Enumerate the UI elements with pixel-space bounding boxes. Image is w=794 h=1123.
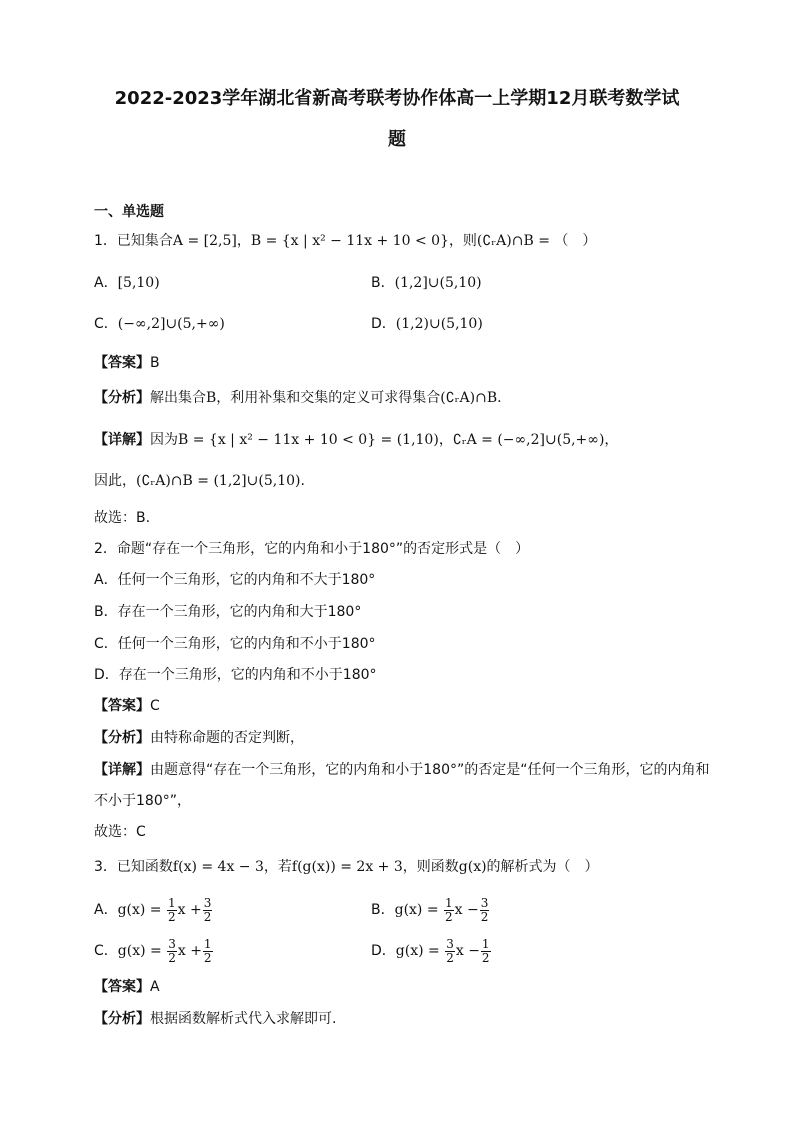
q1-analysis [94,388,502,408]
denominator: 2 [168,909,176,924]
option-letter: A． [94,572,118,588]
denominator: 2 [168,950,176,965]
option-letter: B． [371,902,395,918]
q3-option-a [94,896,213,924]
q2-detail-continued: 不小于180°”， [94,793,191,809]
detail-tag: 【详解】 [94,762,150,778]
q2-answer [94,696,160,716]
fraction [444,897,454,924]
q2-analysis [94,728,304,748]
option-mid: x − [454,902,479,918]
option-letter: B． [94,604,118,620]
detail-text: ， [604,432,619,448]
stem-math: f(g(x)) = 2x + 3 [291,859,403,875]
numerator: 1 [168,895,176,910]
analysis-text: ，利用补集和交集的定义可求得集合 [216,390,441,406]
detail-math: ∁ᵣA = (−∞,2]∪(5,+∞) [452,432,605,448]
fraction [203,897,213,924]
q1-choose: 故选：B. [94,510,151,526]
document-title-line2: 题 [388,129,406,150]
fraction [480,897,490,924]
answer-value: A [150,979,160,995]
document-title-line1: 2022-2023学年湖北省新高考联考协作体高一上学期12月联考数学试 [114,88,680,109]
q2-option-a [94,570,375,590]
q1-prefix: 1．已知集合 [94,233,173,249]
numerator: 3 [168,936,176,951]
q1-stem-tail: ，则(∁ᵣA)∩B = （ ） [448,233,597,249]
option-lhs: g(x) = [395,943,440,959]
option-letter: D． [371,943,396,959]
option-lhs: g(x) = [394,902,439,918]
analysis-tag: 【分析】 [94,1011,150,1027]
denominator: 2 [203,950,212,965]
fraction [167,938,177,965]
q2-option-c [94,634,376,654]
option-text: (−∞,2]∪(5,+∞) [117,316,225,332]
detail-text: 因为 [150,432,178,448]
option-letter: C． [94,636,118,652]
stem-math: f(x) = 4x − 3 [172,859,264,875]
option-letter: B． [371,275,395,291]
detail-text: 由题意得“存在一个三角形，它的内角和小于180°”的否定是“任何一个三角形，它的内角和 [150,762,710,778]
option-lhs: g(x) = [117,943,162,959]
denominator: 2 [446,950,454,965]
denominator: 2 [203,909,212,924]
option-text: (1,2]∪(5,10) [394,275,482,291]
q1-sep: ， [236,233,251,249]
q2-stem: 2．命题“存在一个三角形，它的内角和小于180°”的否定形式是（ ） [94,541,530,557]
option-mid: x + [177,943,202,959]
section-heading: 一、单选题 [94,204,164,220]
q2-option-d [94,665,377,685]
answer-tag: 【答案】 [94,979,150,995]
conclusion-text: 因此， [94,473,136,489]
option-mid: x − [455,943,480,959]
option-mid: x + [177,902,202,918]
numerator: 1 [203,936,212,951]
detail-text: ， [438,432,453,448]
q1-option-b [371,273,482,293]
analysis-tag: 【分析】 [94,730,150,746]
option-letter: D． [371,316,396,332]
option-letter: C． [94,316,118,332]
conclusion-math: (∁ᵣA)∩B = (1,2]∪(5,10). [136,473,305,489]
q3-option-b [371,896,490,924]
option-letter: A． [94,275,118,291]
q1-answer [94,353,160,373]
detail-math: B = {x | x² − 11x + 10 < 0} = (1,10) [178,432,439,448]
fraction [203,938,213,965]
q1-conclusion [94,471,305,491]
option-text: 存在一个三角形，它的内角和不小于180° [118,667,377,683]
analysis-tag: 【分析】 [94,390,150,406]
q3-option-d [371,937,492,965]
detail-tag: 【详解】 [94,432,150,448]
numerator: 3 [203,895,212,910]
option-letter: A． [94,902,118,918]
analysis-text: 由特称命题的否定判断， [150,730,304,746]
option-letter: C． [94,943,118,959]
q1-set-a: A = [2,5] [172,233,237,249]
option-lhs: g(x) = [117,902,162,918]
stem-text: ，若 [263,859,292,875]
q1-option-c [94,314,225,334]
numerator: 1 [445,895,453,910]
option-text: 任何一个三角形，它的内角和不大于180° [117,572,376,588]
option-text: 任何一个三角形，它的内角和不小于180° [117,636,376,652]
analysis-math: B [206,390,217,406]
answer-tag: 【答案】 [94,355,150,371]
analysis-text: 根据函数解析式代入求解即可. [150,1011,337,1027]
denominator: 2 [445,909,453,924]
q1-option-a [94,273,160,293]
q3-option-c [94,937,214,965]
fraction [445,938,455,965]
denominator: 2 [481,950,490,965]
q1-stem [94,231,596,251]
q2-detail [94,760,709,780]
stem-text: 3．已知函数 [94,859,173,875]
answer-value: C [150,698,160,714]
q1-option-d [371,314,483,334]
denominator: 2 [480,909,489,924]
option-text: 存在一个三角形，它的内角和大于180° [117,604,362,620]
q2-choose: 故选：C [94,824,146,840]
analysis-math: (∁ᵣA)∩B. [440,390,502,406]
fraction [481,938,491,965]
option-letter: D． [94,667,119,683]
analysis-text: 解出集合 [150,390,206,406]
q2-option-b [94,602,361,622]
q3-stem [94,857,599,877]
answer-value: B [150,355,160,371]
stem-math: g(x) [458,859,487,875]
q1-detail [94,430,618,450]
q3-answer [94,977,160,997]
numerator: 1 [481,936,490,951]
fraction [167,897,177,924]
numerator: 3 [446,936,454,951]
q1-set-b: B = {x | x² − 11x + 10 < 0} [250,233,449,249]
stem-text: ，则函数 [402,859,459,875]
answer-tag: 【答案】 [94,698,150,714]
option-text: (1,2)∪(5,10) [395,316,483,332]
numerator: 3 [480,895,489,910]
stem-text: 的解析式为（ ） [486,859,599,875]
q3-analysis [94,1009,336,1029]
option-text: [5,10) [117,275,160,291]
